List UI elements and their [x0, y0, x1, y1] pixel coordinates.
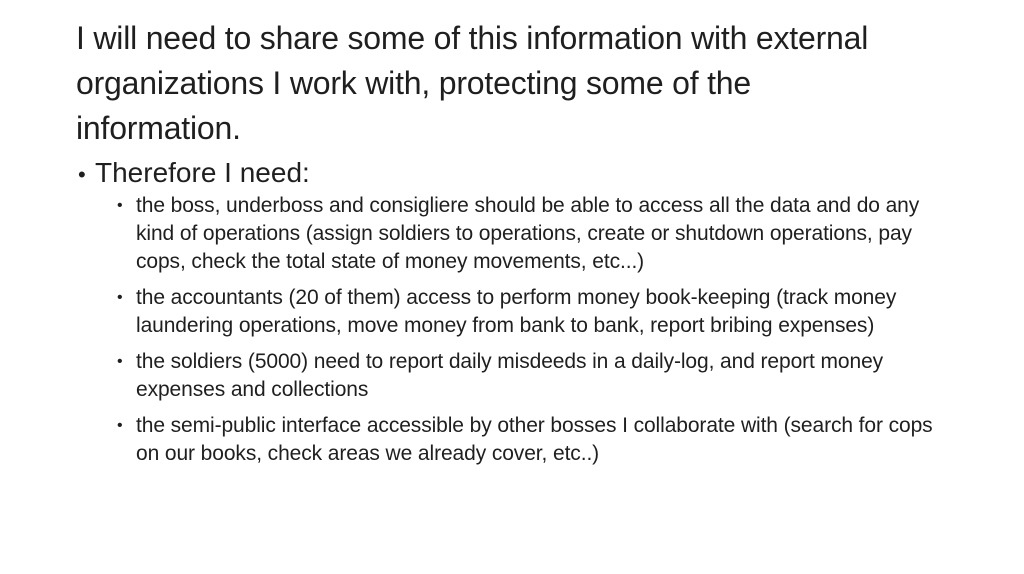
- bullet-icon: •: [117, 289, 123, 306]
- bullet-item-level1: [78, 156, 310, 192]
- sub-bullet-item: [117, 412, 945, 468]
- sub-bullet-text: the accountants (20 of them) access to perform money book-keeping (track money laundering operations, move money from bank to bank, report bribing expenses): [136, 286, 897, 337]
- sub-bullet-text: the soldiers (5000) need to report daily misdeeds in a daily-log, and report money expenses and collections: [136, 350, 884, 401]
- bullet-level1-text: Therefore I need:: [95, 157, 310, 188]
- sub-bullet-item: [117, 192, 945, 276]
- sub-bullet-list: [117, 192, 945, 476]
- bullet-icon: •: [78, 162, 86, 187]
- sub-bullet-text: the boss, underboss and consigliere should be able to access all the data and do any kind of operations (assign soldiers to operations, create or shutdown operations, pay cops, check the total state of money movements, etc...): [136, 194, 920, 273]
- sub-bullet-item: [117, 284, 945, 340]
- bullet-icon: •: [117, 353, 123, 370]
- sub-bullet-text: the semi-public interface accessible by other bosses I collaborate with (search for cops on our books, check areas we already cover, etc..): [136, 414, 933, 465]
- sub-bullet-item: [117, 348, 945, 404]
- bullet-icon: •: [117, 197, 123, 214]
- bullet-icon: •: [117, 417, 123, 434]
- slide-title: I will need to share some of this information with external organizations I work with, protecting some of the information.: [76, 20, 869, 146]
